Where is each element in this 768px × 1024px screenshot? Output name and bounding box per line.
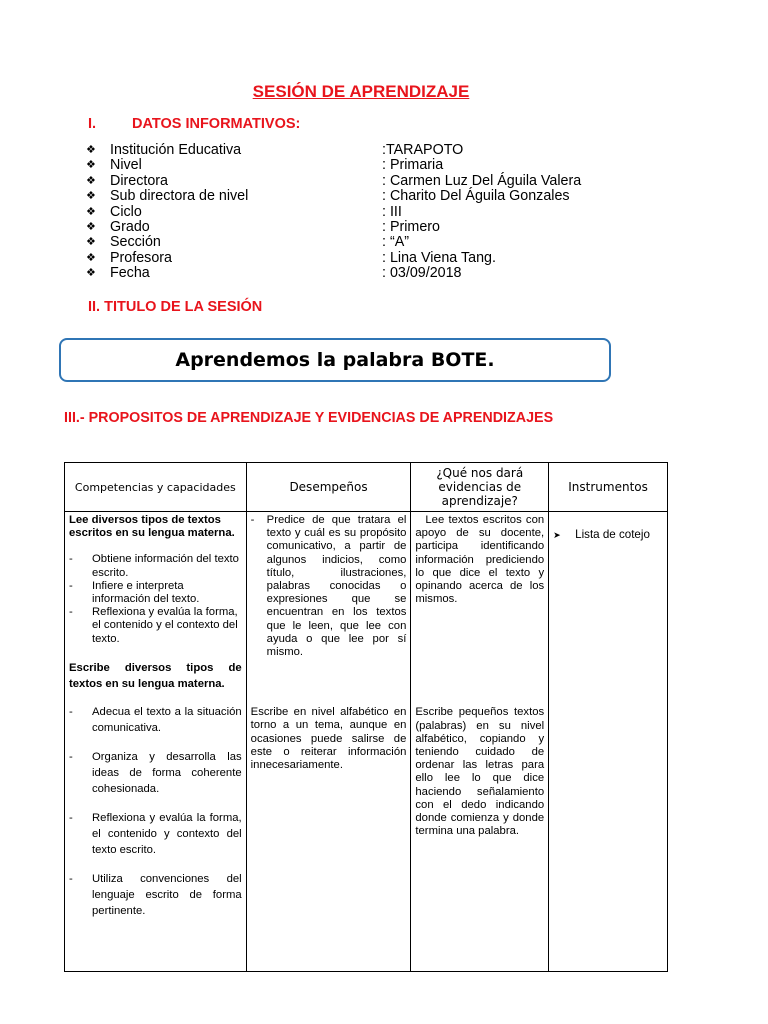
session-title-box: Aprendemos la palabra BOTE. — [59, 338, 611, 382]
info-label: Nivel — [110, 157, 142, 174]
info-label: Profesora — [110, 249, 172, 266]
desempeno-2: Escribe en nivel alfabético en torno a un tema, aunque en ocasiones puede salirse de este o reiterar información innecesariamente. — [250, 706, 407, 772]
arrow-bullet-icon: ➤ — [553, 530, 561, 540]
info-value: : Primero — [382, 218, 440, 235]
evidencia-2: Escribe pequeños textos (palabras) en su nivel alfabético, copiando y teniendo cuidado de ordenar las letras para ello lee lo que dice haciendo señalamiento con el dedo indicando donde comienza y donde termina una palabra. — [415, 706, 545, 838]
section-2-heading: II. TITULO DE LA SESIÓN — [88, 299, 263, 315]
list-item: - Reflexiona y evalúa la forma, el contenido y contexto del texto escrito. — [69, 811, 242, 856]
info-value: :TARAPOTO — [382, 142, 464, 158]
info-label: Directora — [110, 172, 168, 189]
diamond-bullet-icon: ❖ — [86, 144, 96, 156]
section-1-heading — [88, 116, 300, 132]
info-label: Sub directora de nivel — [110, 188, 249, 205]
info-value: : Primaria — [382, 157, 444, 174]
header-evidencias: ¿Qué nos dará evidencias de aprendizaje? — [411, 463, 549, 512]
table-row — [65, 512, 668, 972]
list-item: - Obtiene información del texto escrito. — [69, 553, 239, 579]
info-label: Grado — [110, 218, 150, 235]
diamond-bullet-icon: ❖ — [86, 190, 96, 203]
section-3-heading: III.- PROPOSITOS DE APRENDIZAJE Y EVIDENCIAS DE APRENDIZAJES — [64, 410, 554, 426]
header-instrumentos: Instrumentos — [549, 463, 668, 512]
info-value: : 03/09/2018 — [382, 265, 462, 282]
info-label: Sección — [110, 234, 161, 251]
diamond-bullet-icon: ❖ — [86, 267, 96, 280]
document-title: SESIÓN DE APRENDIZAJE — [252, 82, 470, 101]
instrumento-label: Lista de cotejo — [575, 528, 650, 541]
desempenos-cell — [246, 512, 411, 972]
list-item: - Adecua el texto a la situación comunicativa. — [69, 705, 242, 734]
competencias-cell — [65, 512, 247, 972]
info-label: Ciclo — [110, 203, 142, 220]
diamond-bullet-icon: ❖ — [86, 174, 96, 187]
section-1-title: DATOS INFORMATIVOS: — [132, 116, 301, 132]
info-value: : Carmen Luz Del Águila Valera — [382, 172, 582, 189]
evidencia-1: Lee textos escritos con apoyo de su docente, participa identificando información prediciendo lo que dice el texto y opinando acerca de los mismos. — [415, 514, 545, 606]
competence-2-title: Escribe diversos tipos de textos en su lengua materna. — [69, 661, 242, 690]
list-item: - Infiere e interpreta información del texto. — [69, 579, 200, 606]
header-competencias: Competencias y capacidades — [65, 463, 247, 512]
diamond-bullet-icon: ❖ — [86, 205, 96, 218]
list-item: - Reflexiona y evalúa la forma, el contenido y el contexto del texto. — [69, 606, 238, 645]
section-1-number: I. — [88, 116, 97, 132]
info-value: : III — [382, 203, 402, 220]
diamond-bullet-icon: ❖ — [86, 159, 96, 172]
list-item: - Utiliza convenciones del lenguaje escrito de forma pertinente. — [69, 872, 242, 917]
info-label: Fecha — [110, 265, 150, 282]
diamond-bullet-icon: ❖ — [86, 220, 96, 233]
diamond-bullet-icon: ❖ — [86, 236, 96, 249]
info-value: : Lina Viena Tang. — [382, 249, 496, 266]
info-value: : “A” — [382, 234, 410, 251]
learning-table — [64, 462, 668, 972]
diamond-bullet-icon: ❖ — [86, 251, 96, 264]
info-value: : Charito Del Águila Gonzales — [382, 188, 570, 205]
info-label: Institución Educativa — [110, 142, 242, 158]
evidencias-cell — [411, 512, 549, 972]
competence-1-title: Lee diversos tipos de textos escritos en su lengua materna. — [69, 514, 235, 540]
instrumentos-cell — [549, 512, 668, 972]
header-desempenos: Desempeños — [246, 463, 411, 512]
list-item: - Organiza y desarrolla las ideas de forma coherente cohesionada. — [69, 750, 242, 795]
table-header-row — [65, 463, 668, 512]
list-item: - Predice de que tratara el texto y cuál es su propósito comunicativo, a partir de algunos indicios, como título, ilustraciones, palabras conocidas o expresiones que se encuentran en los textos que le leen, que lee con ayuda o que lee por sí mismo. — [250, 514, 407, 659]
